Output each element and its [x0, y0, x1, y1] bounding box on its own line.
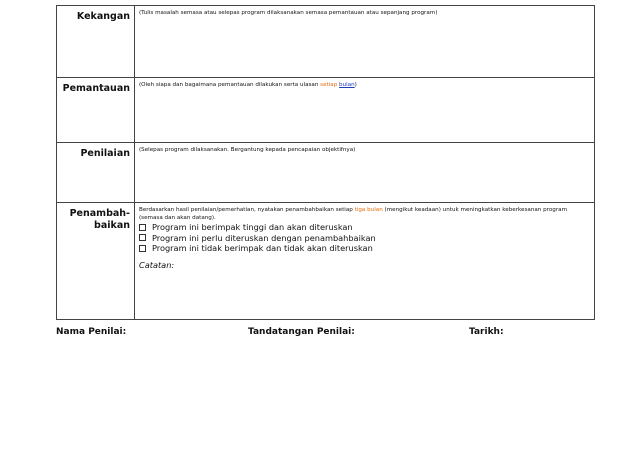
label-pemantauan: Pemantauan: [57, 78, 135, 143]
option-high-impact-label: Program ini berimpak tinggi dan akan diteruskan: [152, 222, 353, 232]
row-penilaian: [57, 143, 595, 203]
checkbox-needs-improvement[interactable]: [139, 234, 146, 241]
notes-label: Catatan:: [139, 259, 175, 270]
field-penambahbaikan[interactable]: [135, 203, 595, 320]
checkbox-no-impact[interactable]: [139, 245, 146, 252]
date-label: Tarikh:: [469, 327, 504, 337]
field-penilaian[interactable]: [135, 143, 595, 203]
hint-penambahbaikan-text: Berdasarkan hasil penilaian/pemerhatian, nyatakan penambahbaikan setiap: [139, 207, 355, 213]
hint-setiap: setiap: [320, 82, 338, 88]
assessor-name-label: Nama Penilai:: [56, 327, 127, 337]
hint-penambahbaikan-end: (mengikut keadaan) untuk meningkatkan keberkesanan program (semasa dan akan datang).: [139, 207, 568, 221]
field-pemantauan[interactable]: [135, 78, 595, 143]
label-penambahbaikan-line1: Penambah-: [69, 208, 130, 219]
hint-penilaian: (Selepas program dilaksanakan. Bergantung kepada pencapaian objektifnya): [139, 147, 356, 153]
hint-tiga-bulan: tiga bulan: [354, 207, 383, 213]
assessor-signature-label: Tandatangan Penilai:: [248, 327, 355, 337]
option-high-impact[interactable]: [139, 222, 590, 233]
hint-kekangan: (Tulis masalah semasa atau selepas program dilaksanakan semasa pemantauan atau sepanjang program): [139, 10, 438, 16]
option-needs-improvement-label: Program ini perlu diteruskan dengan penambahbaikan: [152, 232, 376, 243]
hint-pemantauan: [139, 82, 590, 90]
label-penambahbaikan-line2: baikan: [94, 220, 130, 231]
label-penilaian: Penilaian: [57, 143, 135, 203]
option-no-impact[interactable]: [139, 243, 590, 254]
row-kekangan: [57, 6, 595, 78]
label-kekangan: Kekangan: [57, 6, 135, 78]
hint-penambahbaikan: [139, 207, 590, 222]
evaluation-form-table: [56, 5, 595, 320]
option-needs-improvement[interactable]: [139, 233, 590, 244]
label-penambahbaikan: [57, 203, 135, 320]
hint-bulan: bulan: [339, 82, 355, 88]
option-no-impact-label: Program ini tidak berimpak dan tidak akan diteruskan: [152, 243, 373, 253]
hint-pemantauan-text: (Oleh siapa dan bagaimana pemantauan dilakukan serta ulasan: [139, 82, 321, 88]
checkbox-high-impact[interactable]: [139, 224, 146, 231]
row-penambahbaikan: [57, 203, 595, 320]
field-kekangan[interactable]: [135, 6, 595, 78]
hint-pemantauan-end: ): [354, 82, 357, 88]
row-pemantauan: [57, 78, 595, 143]
